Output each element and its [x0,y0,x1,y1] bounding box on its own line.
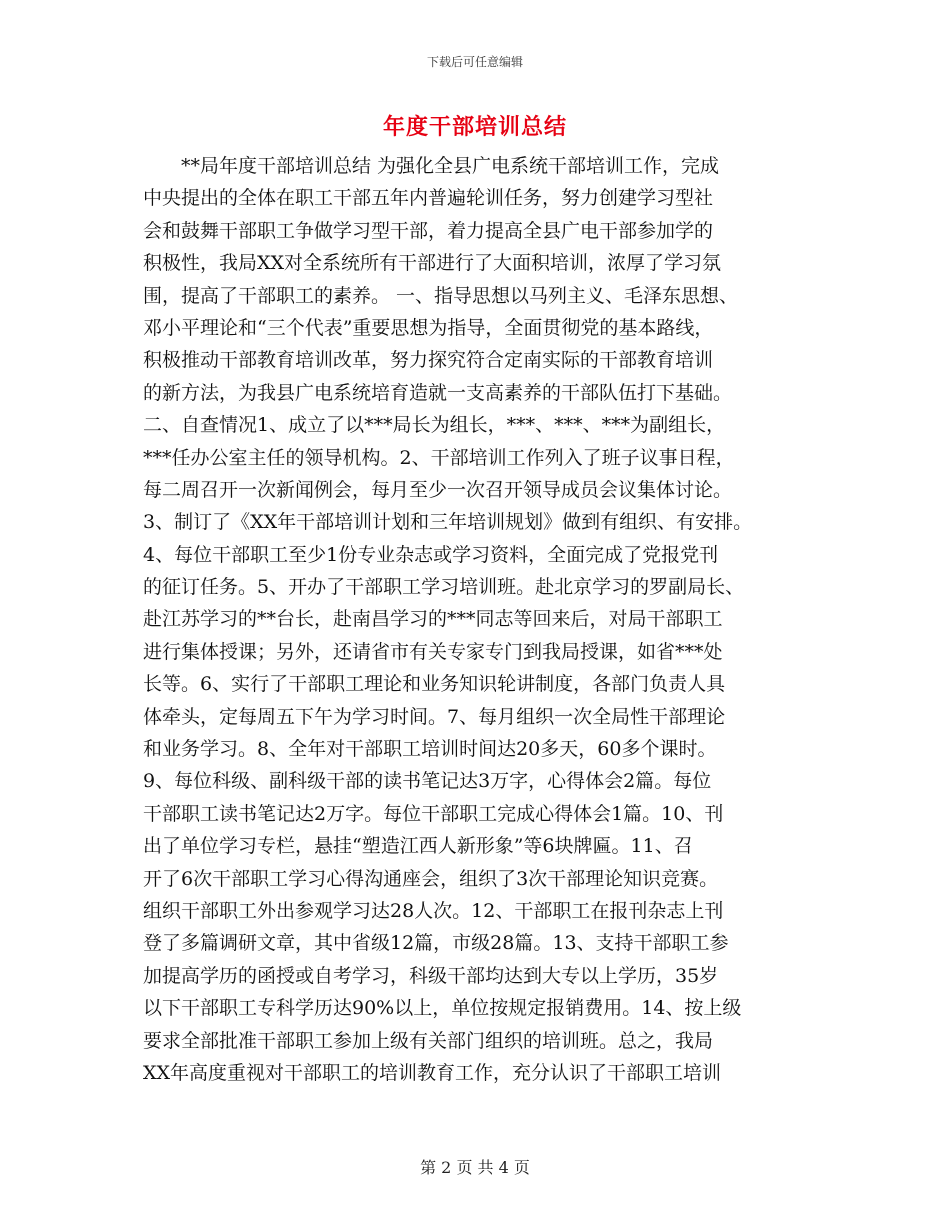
body-line: 3、制订了《XX年干部培训计划和三年培训规划》做到有组织、有安排。 [143,511,753,534]
body-line: 组织干部职工外出参观学习达28人次。12、干部职工在报刊杂志上刊 [143,899,724,922]
body-line: 开了6次干部职工学习心得沟通座会，组织了3次干部理论知识竞赛。 [143,867,719,890]
body-line: 9、每位科级、副科级干部的读书笔记达3万字，心得体会2篇。每位 [143,770,712,793]
body-line: **局年度干部培训总结 为强化全县广电系统干部培训工作，完成 [143,155,720,177]
body-line: 赴江苏学习的**台长，赴南昌学习的***同志等回来后，对局干部职工 [143,608,723,631]
body-line: 邓小平理论和“三个代表”重要思想为指导，全面贯彻党的基本路线， [143,316,714,339]
body-line: ***任办公室主任的领导机构。2、干部培训工作列入了班子议事日程， [143,446,735,469]
body-line: 出了单位学习专栏，悬挂“塑造江西人新形象”等6块牌匾。11、召 [143,835,693,858]
body-line: 体牵头，定每周五下午为学习时间。7、每月组织一次全局性干部理论 [143,705,726,728]
body-line: 以下干部职工专科学历达90%以上，单位按规定报销费用。14、按上级 [143,997,742,1020]
body-line: 的征订任务。5、开办了干部职工学习培训班。赴北京学习的罗副局长、 [143,576,745,599]
body-line: 长等。6、实行了干部职工理论和业务知识轮讲制度，各部门负责人具 [143,673,726,696]
header-note: 下载后可任意编辑 [426,55,523,69]
body-line: 围，提高了干部职工的素养。 一、指导思想以马列主义、毛泽东思想、 [143,284,739,307]
body-line: 的新方法，为我县广电系统培育造就一支高素养的干部队伍打下基础。 [143,381,733,404]
body-line: XX年高度重视对干部职工的培训教育工作，充分认识了干部职工培训 [143,1061,722,1084]
body-line: 加提高学历的函授或自考学习，科级干部均达到大专以上学历，35岁 [143,964,719,987]
body-line: 会和鼓舞干部职工争做学习型干部，着力提高全县广电干部参加学的 [143,219,714,242]
page-number: 第 2 页 共 4 页 [420,1158,530,1177]
body-line: 要求全部批准干部职工参加上级有关部门组织的培训班。总之，我局 [143,1029,714,1052]
body-line: 和业务学习。8、全年对干部职工培训时间达20多天，60多个课时。 [143,738,717,761]
body-line: 中央提出的全体在职工干部五年内普遍轮训任务，努力创建学习型社 [143,187,714,210]
document-body [143,150,823,1089]
document-title: 年度干部培训总结 [382,114,567,140]
body-line: 干部职工读书笔记达2万字。每位干部职工完成心得体会1篇。10、刊 [143,802,724,825]
body-line: 4、每位干部职工至少1份专业杂志或学习资料，全面完成了党报党刊 [143,543,719,566]
body-line: 积极推动干部教育培训改革，努力探究符合定南实际的干部教育培训 [143,349,714,372]
body-line: 每二周召开一次新闻例会，每月至少一次召开领导成员会议集体讨论。 [143,478,733,501]
body-line: 进行集体授课；另外，还请省市有关专家专门到我局授课，如省***处 [143,640,723,663]
body-line: 登了多篇调研文章，其中省级12篇，市级28篇。13、支持干部职工参 [143,932,729,955]
body-line: 积极性，我局XX对全系统所有干部进行了大面积培训，浓厚了学习氛 [143,252,722,275]
body-line: 二、自查情况1、成立了以***局长为组长，***、***、***为副组长， [143,414,726,437]
